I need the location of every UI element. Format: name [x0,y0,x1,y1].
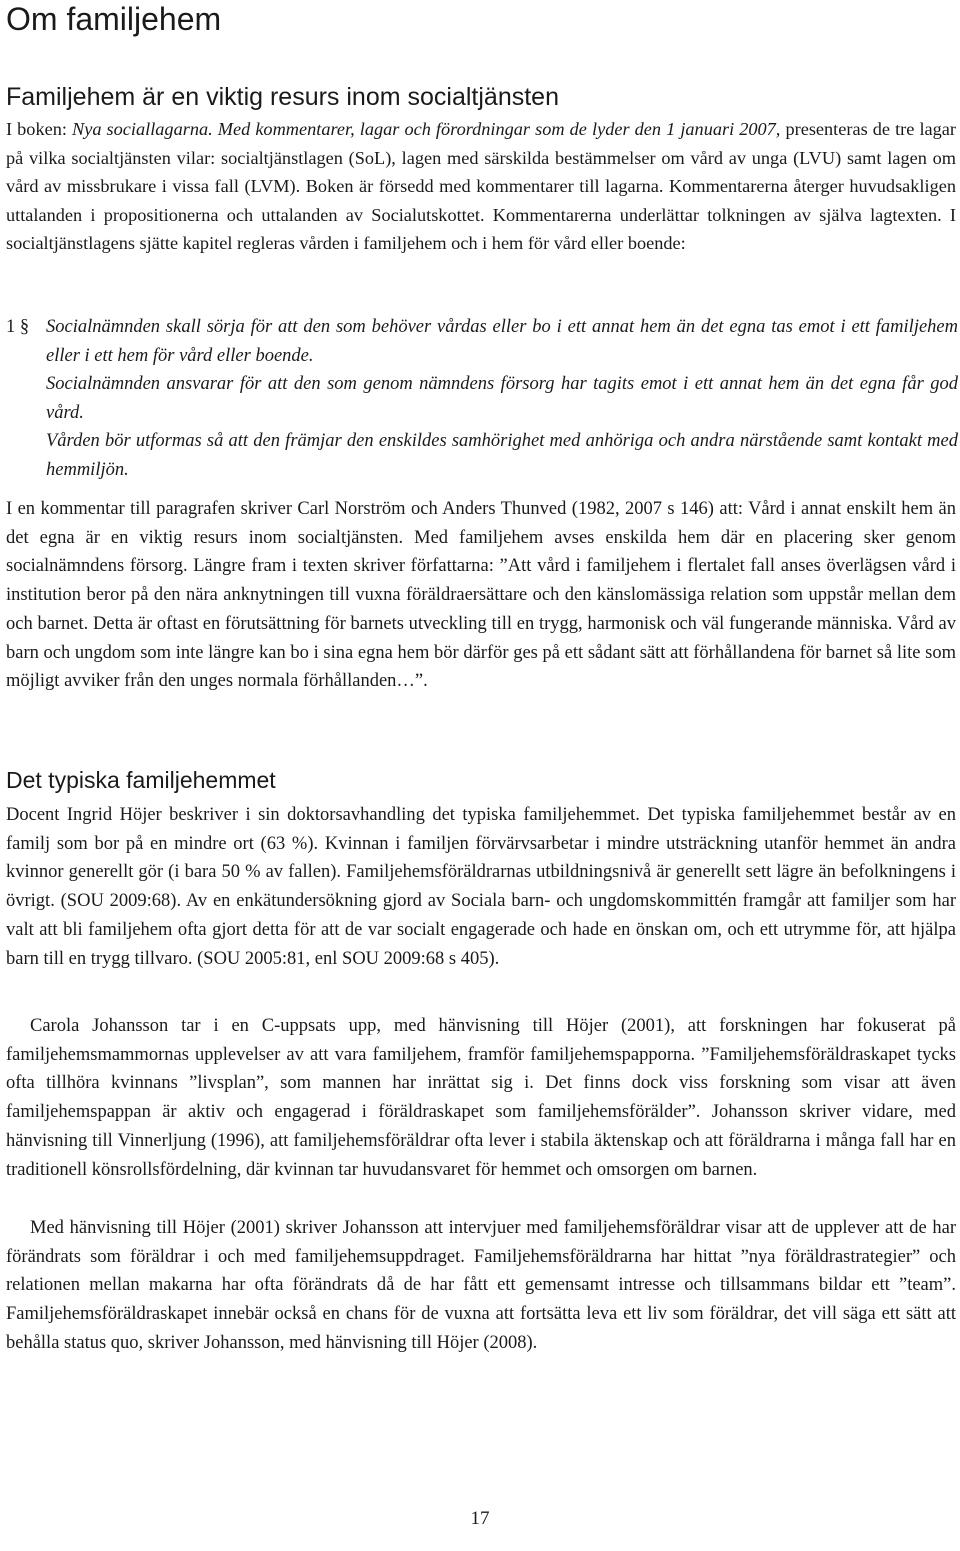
commentary-paragraph: I en kommentar till paragrafen skriver Carl Norström och Anders Thunved (1982, 2007 s 146) att: Vård i annat enskilt hem än det egna är en viktig resurs inom socialtjänsten. Med familjehem avses enskilda hem där en placering sker genom socialnämndens försorg. Längre fram i texten skriver författarna: ”Att vård i familjehem i flertalet fall anses överlägsen vård i institution beror på den nära anknytningen till vuxna föräldraersättare och den känslomässiga relation som uppstår mellan dem och barnet. Detta är oftast en förutsättning för barnets utveckling till en trygg, harmonisk och väl fungerande människa. Vård av barn och ungdom som inte längre kan bo i sina egna hem bör därför ges på ett sådant sätt att förhållandena för barnet så lite som möjligt avviker från den unges normala förhållanden…”. [6,499,956,692]
page-title: Om familjehem [6,1,222,37]
intro-prefix: I boken: [6,119,73,139]
body-paragraph: Med hänvisning till Höjer (2001) skriver Johansson att intervjuer med familjehemsföräldrar visar att de upplever att de har förändrats som föräldrar i och med familjehemsuppdraget. Familjehemsföräldrarna har hittat ”nya föräldrastrategier” och relationen mellan makarna har ofta förändrats då de har fått ett gemensamt intresse och tillsammans bildar ett ”team”. Familjehemsföräldraskapet innebär också en chans för de vuxna att fortsätta leva ett liv som föräldrar, det vill säga ett sätt att behålla status quo, skriver Johansson, med hänvisning till Höjer (2008). [6,1218,956,1353]
section-heading-resource: Familjehem är en viktig resurs inom socialtjänsten [6,83,559,111]
intro-paragraph [6,115,956,258]
law-line: Socialnämnden skall sörja för att den som behöver vårdas eller bo i ett annat hem än det egna tas emot i ett familjehem eller i ett hem för vård eller boende. [46,317,958,366]
law-section-number: 1 § [6,317,30,337]
book-title: Nya sociallagarna. Med kommentarer, lagar och förordningar som de lyder den 1 januari 2007, [72,119,781,139]
body-paragraph: Docent Ingrid Höjer beskriver i sin doktorsavhandling det typiska familjehemmet. Det typiska familjehemmet består av en familj som bor på en mindre ort (63 %). Kvinnan i familjen förvärvsarbetar i mindre utsträckning utanför hemmet än andra kvinnor generellt gör (i bara 50 % av fallen). Familjehemsföräldrarnas utbildningsnivå är generellt sett lägre än befolkningens i övrigt. (SOU 2009:68). Av en enkätundersökning gjord av Sociala barn- och ungdomskommittén framgår att familjer som har valt att bli familjehem ofta gjort detta för att de var socialt engagerade och hade en önskan om, och ett utrymme för, att hjälpa barn till en trygg tillvaro. (SOU 2005:81, enl SOU 2009:68 s 405). [6,805,956,969]
section-heading-typical-home: Det typiska familjehemmet [6,767,276,793]
law-text [46,313,958,485]
law-line: Vården bör utformas så att den främjar den enskildes samhörighet med anhöriga och andra närstående samt kontakt med hemmiljön. [46,431,958,480]
law-quote [6,313,956,485]
body-paragraph: Carola Johansson tar i en C-uppsats upp, med hänvisning till Höjer (2001), att forskningen har fokuserat på familjehemsmammornas upplevelser av att vara familjehem, framför familjehemspapporna. ”Familjehemsföräldraskapet tycks ofta tillhöra kvinnans ”livsplan”, som mannen har inrättat sig i. Det finns dock viss forskning som visar att även familjehemspappan är aktiv och engagerad i föräldraskapet som familjehemsförälder”. Johansson skriver vidare, med hänvisning till Vinnerljung (1996), att familjehemsföräldrar ofta lever i stabila äktenskap och att föräldrarna i många fall har en traditionell könsrollsfördelning, där kvinnan tar huvudansvaret för hemmet och omsorgen om barnen. [6,1016,956,1180]
page-number: 17 [470,1508,490,1529]
intro-text: presenteras de tre lagar på vilka socialtjänsten vilar: socialtjänstlagen (SoL), lagen med särskilda bestämmelser om vård av unga (LVU) samt lagen om vård av missbrukare i vissa fall (LVM). Boken är försedd med kommentarer till lagarna. Kommentarerna återger huvudsakligen uttalanden i propositionerna och uttalanden av Socialutskottet. Kommentarerna underlättar tolkningen av själva lagtexten. I socialtjänstlagens sjätte kapitel regleras vården i familjehem och i hem för vård eller boende: [6,119,957,254]
law-line: Socialnämnden ansvarar för att den som genom nämndens försorg har tagits emot i ett annat hem än det egna får god vård. [46,374,958,423]
